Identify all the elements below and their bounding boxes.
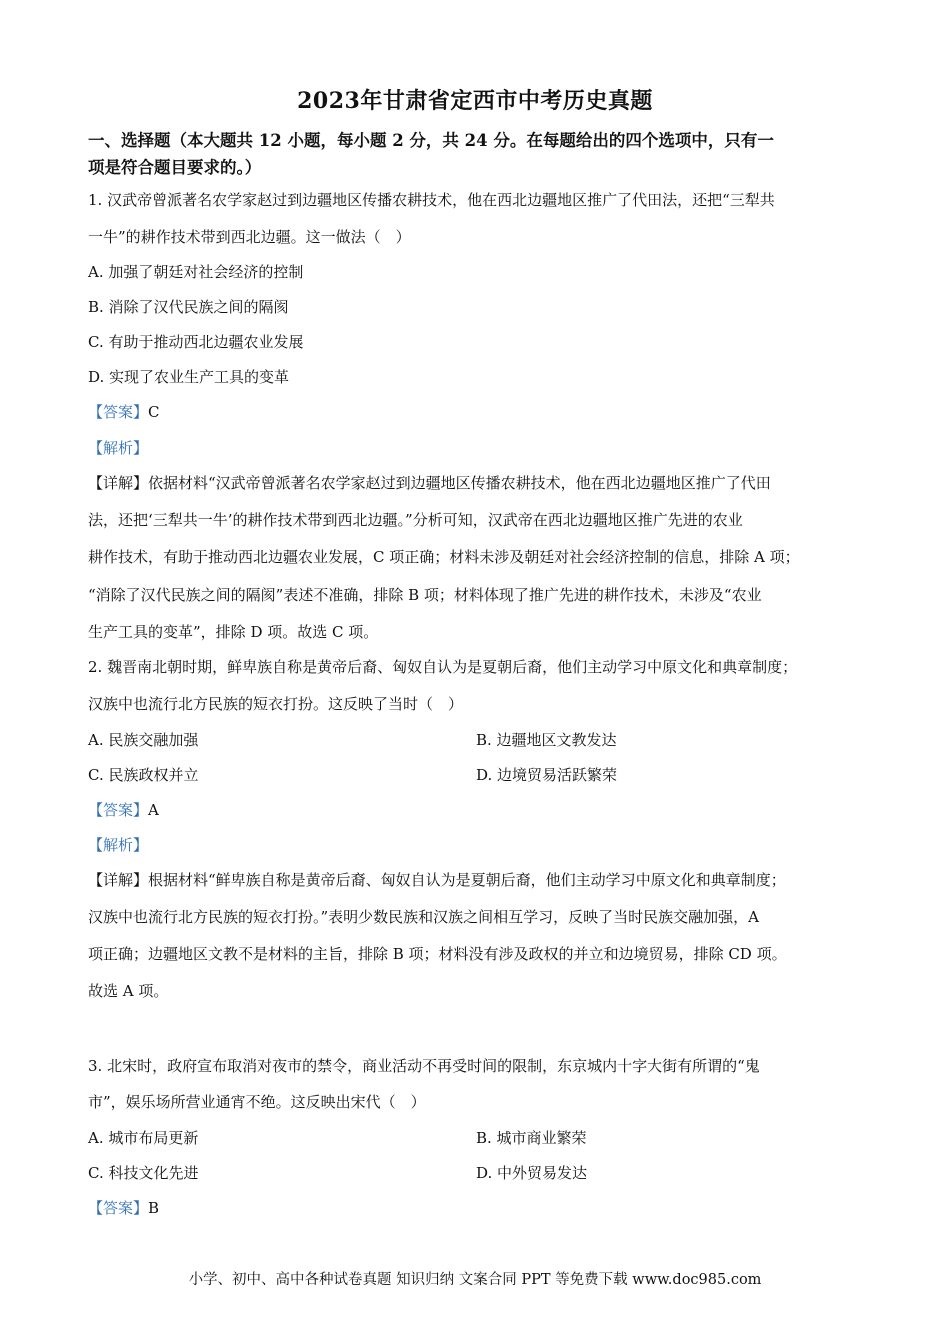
q1-detail-line-2: 法，还把‘三犁共一牛’的耕作技术带到西北边疆。”分析可知，汉武帝在西北边疆地区推广先进的农业	[88, 511, 743, 529]
q1-detail-line-5: 生产工具的变革”，排除 D 项。故选 C 项。	[88, 623, 379, 641]
q2-analysis-label	[88, 835, 148, 855]
q3-answer	[88, 1198, 159, 1218]
q1-stem-line-2: 一牛”的耕作技术带到西北边疆。这一做法（ ）	[88, 228, 411, 246]
q3-option-d: D. 中外贸易发达	[476, 1164, 588, 1182]
q2-option-d: D. 边境贸易活跃繁荣	[476, 766, 618, 784]
q1-option-a: A. 加强了朝廷对社会经济的控制	[88, 263, 304, 281]
q2-detail-line-2: 汉族中也流行北方民族的短衣打扮。”表明少数民族和汉族之间相互学习，反映了当时民族交融加强，A	[88, 908, 760, 926]
q1-option-b: B. 消除了汉代民族之间的隔阂	[88, 298, 289, 316]
q1-detail-text-1: 依据材料“汉武帝曾派著名农学家赵过到边疆地区传播农耕技术，他在西北边疆地区推广了代田	[148, 474, 771, 492]
section-heading-line-1: 一、选择题（本大题共 12 小题，每小题 2 分，共 24 分。在每题给出的四个选项中，只有一	[88, 131, 774, 150]
section-heading-line-2: 项是符合题目要求的。）	[88, 158, 262, 177]
q1-stem-line-1: 1. 汉武帝曾派著名农学家赵过到边疆地区传播农耕技术，他在西北边疆地区推广了代田法，还把“三犁共	[88, 191, 775, 209]
q1-detail-line-4: “消除了汉代民族之间的隔阂”表述不准确，排除 B 项；材料体现了推广先进的耕作技术，未涉及“农业	[88, 586, 762, 604]
q1-option-d: D. 实现了农业生产工具的变革	[88, 368, 290, 386]
q2-answer-value: A	[148, 801, 159, 819]
q2-detail-text-1: 根据材料“鲜卑族自称是黄帝后裔、匈奴自认为是夏朝后裔，他们主动学习中原文化和典章制度；	[148, 871, 786, 889]
q2-detail-line-3: 项正确；边疆地区文教不是材料的主旨，排除 B 项；材料没有涉及政权的并立和边境贸易，排除 CD 项。	[88, 945, 787, 963]
page-title: 2023年甘肃省定西市中考历史真题	[297, 88, 653, 114]
q3-stem-line-1: 3. 北宋时，政府宣布取消对夜市的禁令，商业活动不再受时间的限制，东京城内十字大街有所谓的“鬼	[88, 1057, 760, 1075]
analysis-tag: 【解析】	[88, 439, 149, 457]
q3-option-a: A. 城市布局更新	[88, 1129, 199, 1147]
q2-answer	[88, 800, 159, 820]
answer-tag: 【答案】	[88, 801, 149, 819]
detail-tag: 【详解】	[88, 871, 149, 889]
analysis-tag: 【解析】	[88, 836, 149, 854]
answer-tag: 【答案】	[88, 403, 149, 421]
q2-option-c: C. 民族政权并立	[88, 766, 199, 784]
q3-option-c: C. 科技文化先进	[88, 1164, 199, 1182]
q1-detail-line-3: 耕作技术，有助于推动西北边疆农业发展，C 项正确；材料未涉及朝廷对社会经济控制的信息，排除 A 项；	[88, 548, 800, 566]
q1-option-c: C. 有助于推动西北边疆农业发展	[88, 333, 304, 351]
q3-option-b: B. 城市商业繁荣	[476, 1129, 587, 1147]
detail-tag: 【详解】	[88, 474, 149, 492]
q2-option-a: A. 民族交融加强	[88, 731, 199, 749]
q2-stem-line-1: 2. 魏晋南北朝时期，鲜卑族自称是黄帝后裔、匈奴自认为是夏朝后裔，他们主动学习中原文化和典章制度；	[88, 658, 798, 676]
q1-answer	[88, 402, 160, 422]
q2-option-b: B. 边疆地区文教发达	[476, 731, 617, 749]
q2-stem-line-2: 汉族中也流行北方民族的短衣打扮。这反映了当时（ ）	[88, 695, 464, 713]
q1-detail-line-1	[88, 473, 771, 493]
q2-detail-line-1	[88, 870, 786, 890]
q2-detail-line-4: 故选 A 项。	[88, 982, 169, 1000]
q3-answer-value: B	[148, 1199, 160, 1217]
q3-stem-line-2: 市”，娱乐场所营业通宵不绝。这反映出宋代（ ）	[88, 1093, 426, 1111]
q1-analysis-label	[88, 438, 148, 458]
page-footer: 小学、初中、高中各种试卷真题 知识归纳 文案合同 PPT 等免费下载 www.doc985.com	[188, 1272, 762, 1288]
q1-answer-value: C	[148, 403, 160, 421]
answer-tag: 【答案】	[88, 1199, 149, 1217]
